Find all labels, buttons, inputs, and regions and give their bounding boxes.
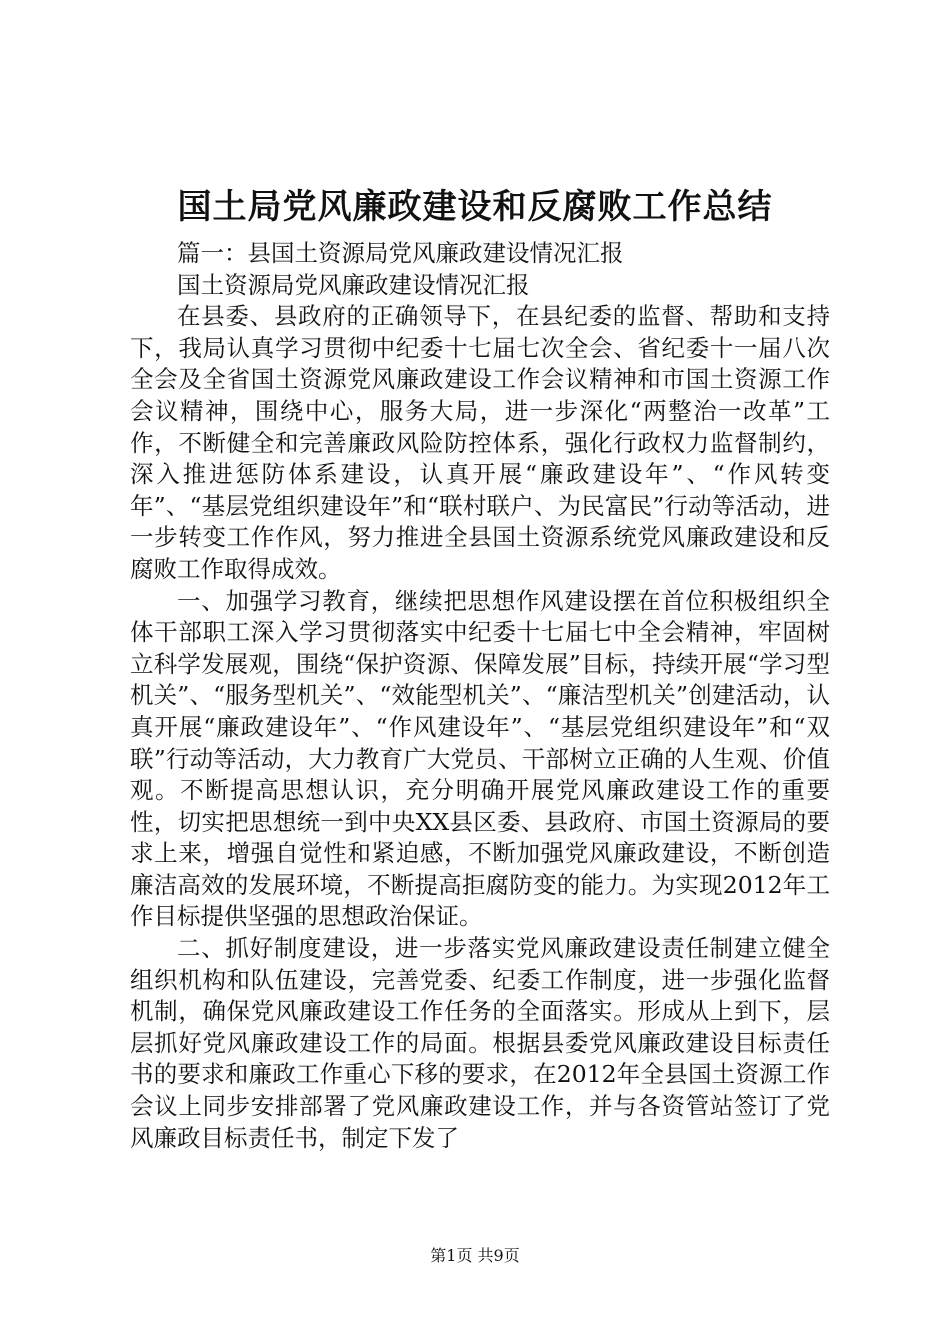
page-footer: 第1页 共9页 <box>430 1246 520 1265</box>
body-paragraph: 在县委、县政府的正确领导下，在县纪委的监督、帮助和支持下，我局认真学习贯彻中纪委十七届七次全会、省纪委十一届八次全会及全省国土资源党风廉政建设工作会议精神和市国土资源工作会议精神，围绕中心，服务大局，进一步深化“两整治一改革”工作，不断健全和完善廉政风险防控体系，强化行政权力监督制约，深入推进惩防体系建设，认真开展“廉政建设年”、“作风转变年”、“基层党组织建设年”和“联村联户、为民富民”行动等活动，进一步转变工作作风，努力推进全县国土资源系统党风廉政建设和反腐败工作取得成效。 <box>130 302 830 583</box>
report-subtitle: 国土资源局党风廉政建设情况汇报 <box>177 270 530 299</box>
body-paragraph: 二、抓好制度建设，进一步落实党风廉政建设责任制建立健全组织机构和队伍建设，完善党委、纪委工作制度，进一步强化监督机制，确保党风廉政建设工作任务的全面落实。形成从上到下，层层抓好党风廉政建设工作的局面。根据县委党风廉政建设目标责任书的要求和廉政工作重心下移的要求，在2012年全县国土资源工作会议上同步安排部署了党风廉政建设工作，并与各资管站签订了党风廉政目标责任书，制定下发了 <box>130 934 830 1152</box>
document-body <box>130 238 830 1154</box>
body-paragraph: 一、加强学习教育，继续把思想作风建设摆在首位积极组织全体干部职工深入学习贯彻落实中纪委十七届七中全会精神，牢固树立科学发展观，围绕“保护资源、保障发展”目标，持续开展“学习型机关”、“服务型机关”、“效能型机关”、“廉洁型机关”创建活动，认真开展“廉政建设年”、“作风建设年”、“基层党组织建设年”和“双联”行动等活动，大力教育广大党员、干部树立正确的人生观、价值观。不断提高思想认识，充分明确开展党风廉政建设工作的重要性，切实把思想统一到中央XX县区委、县政府、市国土资源局的要求上来，增强自觉性和紧迫感，不断加强党风廉政建设，不断创造廉洁高效的发展环境，不断提高拒腐防变的能力。为实现2012年工作目标提供坚强的思想政治保证。 <box>130 586 830 931</box>
document-title: 国土局党风廉政建设和反腐败工作总结 <box>177 187 773 227</box>
section-heading: 篇一：县国土资源局党风廉政建设情况汇报 <box>177 239 624 267</box>
